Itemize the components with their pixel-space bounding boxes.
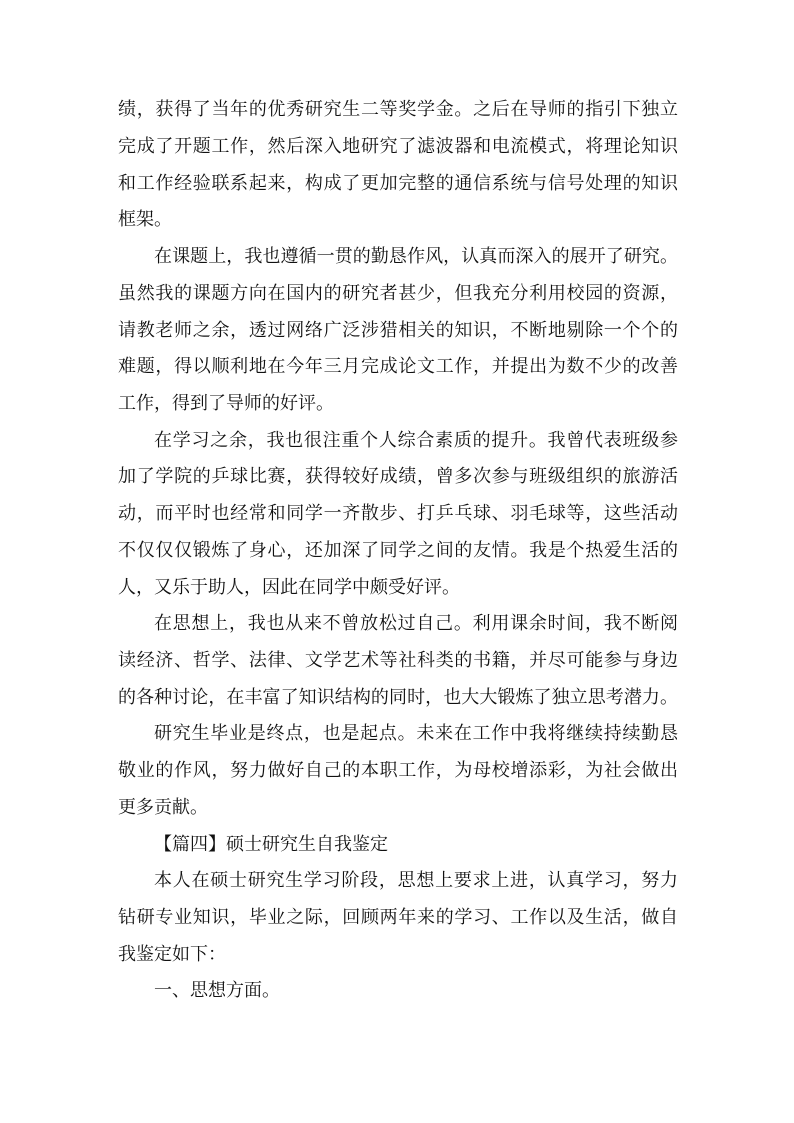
paragraph-line: 在课题上，我也遵循一贯的勤恳作风，认真而深入的展开了研究。	[154, 246, 678, 267]
section-heading: 【篇四】硕士研究生自我鉴定	[154, 834, 388, 855]
paragraph-line: 敬业的作风，努力做好自己的本职工作，为母校增添彩，为社会做出	[118, 760, 678, 781]
paragraph-line: 动，而平时也经常和同学一齐散步、打乒乓球、羽毛球等，这些活动	[118, 503, 678, 524]
paragraph-line: 本人在硕士研究生学习阶段，思想上要求上进，认真学习，努力	[154, 870, 678, 891]
paragraph-line: 我鉴定如下：	[118, 944, 226, 965]
paragraph-line: 更多贡献。	[118, 797, 208, 818]
paragraph-line: 绩，获得了当年的优秀研究生二等奖学金。之后在导师的指引下独立	[118, 99, 678, 120]
paragraph-line: 虽然我的课题方向在国内的研究者甚少，但我充分利用校园的资源，	[118, 283, 678, 304]
paragraph-line: 研究生毕业是终点，也是起点。未来在工作中我将继续持续勤恳	[154, 723, 678, 744]
paragraph-line: 的各种讨论，在丰富了知识结构的同时，也大大锻炼了独立思考潜力。	[118, 687, 678, 708]
paragraph-line: 和工作经验联系起来，构成了更加完整的通信系统与信号处理的知识	[118, 173, 678, 194]
paragraph-line: 工作，得到了导师的好评。	[118, 393, 334, 414]
paragraph-line: 难题，得以顺利地在今年三月完成论文工作，并提出为数不少的改善	[118, 356, 678, 377]
paragraph-line: 在思想上，我也从来不曾放松过自己。利用课余时间，我不断阅	[154, 613, 678, 634]
paragraph-line: 完成了开题工作，然后深入地研究了滤波器和电流模式，将理论知识	[118, 136, 678, 157]
paragraph-line: 不仅仅仅锻炼了身心，还加深了同学之间的友情。我是个热爱生活的	[118, 540, 678, 561]
paragraph-line: 读经济、哲学、法律、文学艺术等社科类的书籍，并尽可能参与身边	[118, 650, 678, 671]
paragraph-line: 框架。	[118, 209, 172, 230]
paragraph-line: 人，又乐于助人，因此在同学中颇受好评。	[118, 577, 460, 598]
paragraph-line: 在学习之余，我也很注重个人综合素质的提升。我曾代表班级参	[154, 430, 678, 451]
subsection-heading: 一、思想方面。	[154, 980, 280, 1001]
paragraph-line: 加了学院的乒球比赛，获得较好成绩，曾多次参与班级组织的旅游活	[118, 466, 678, 487]
paragraph-line: 请教老师之余，透过网络广泛涉猎相关的知识，不断地剔除一个个的	[118, 320, 678, 341]
paragraph-line: 钻研专业知识，毕业之际，回顾两年来的学习、工作以及生活，做自	[118, 907, 678, 928]
